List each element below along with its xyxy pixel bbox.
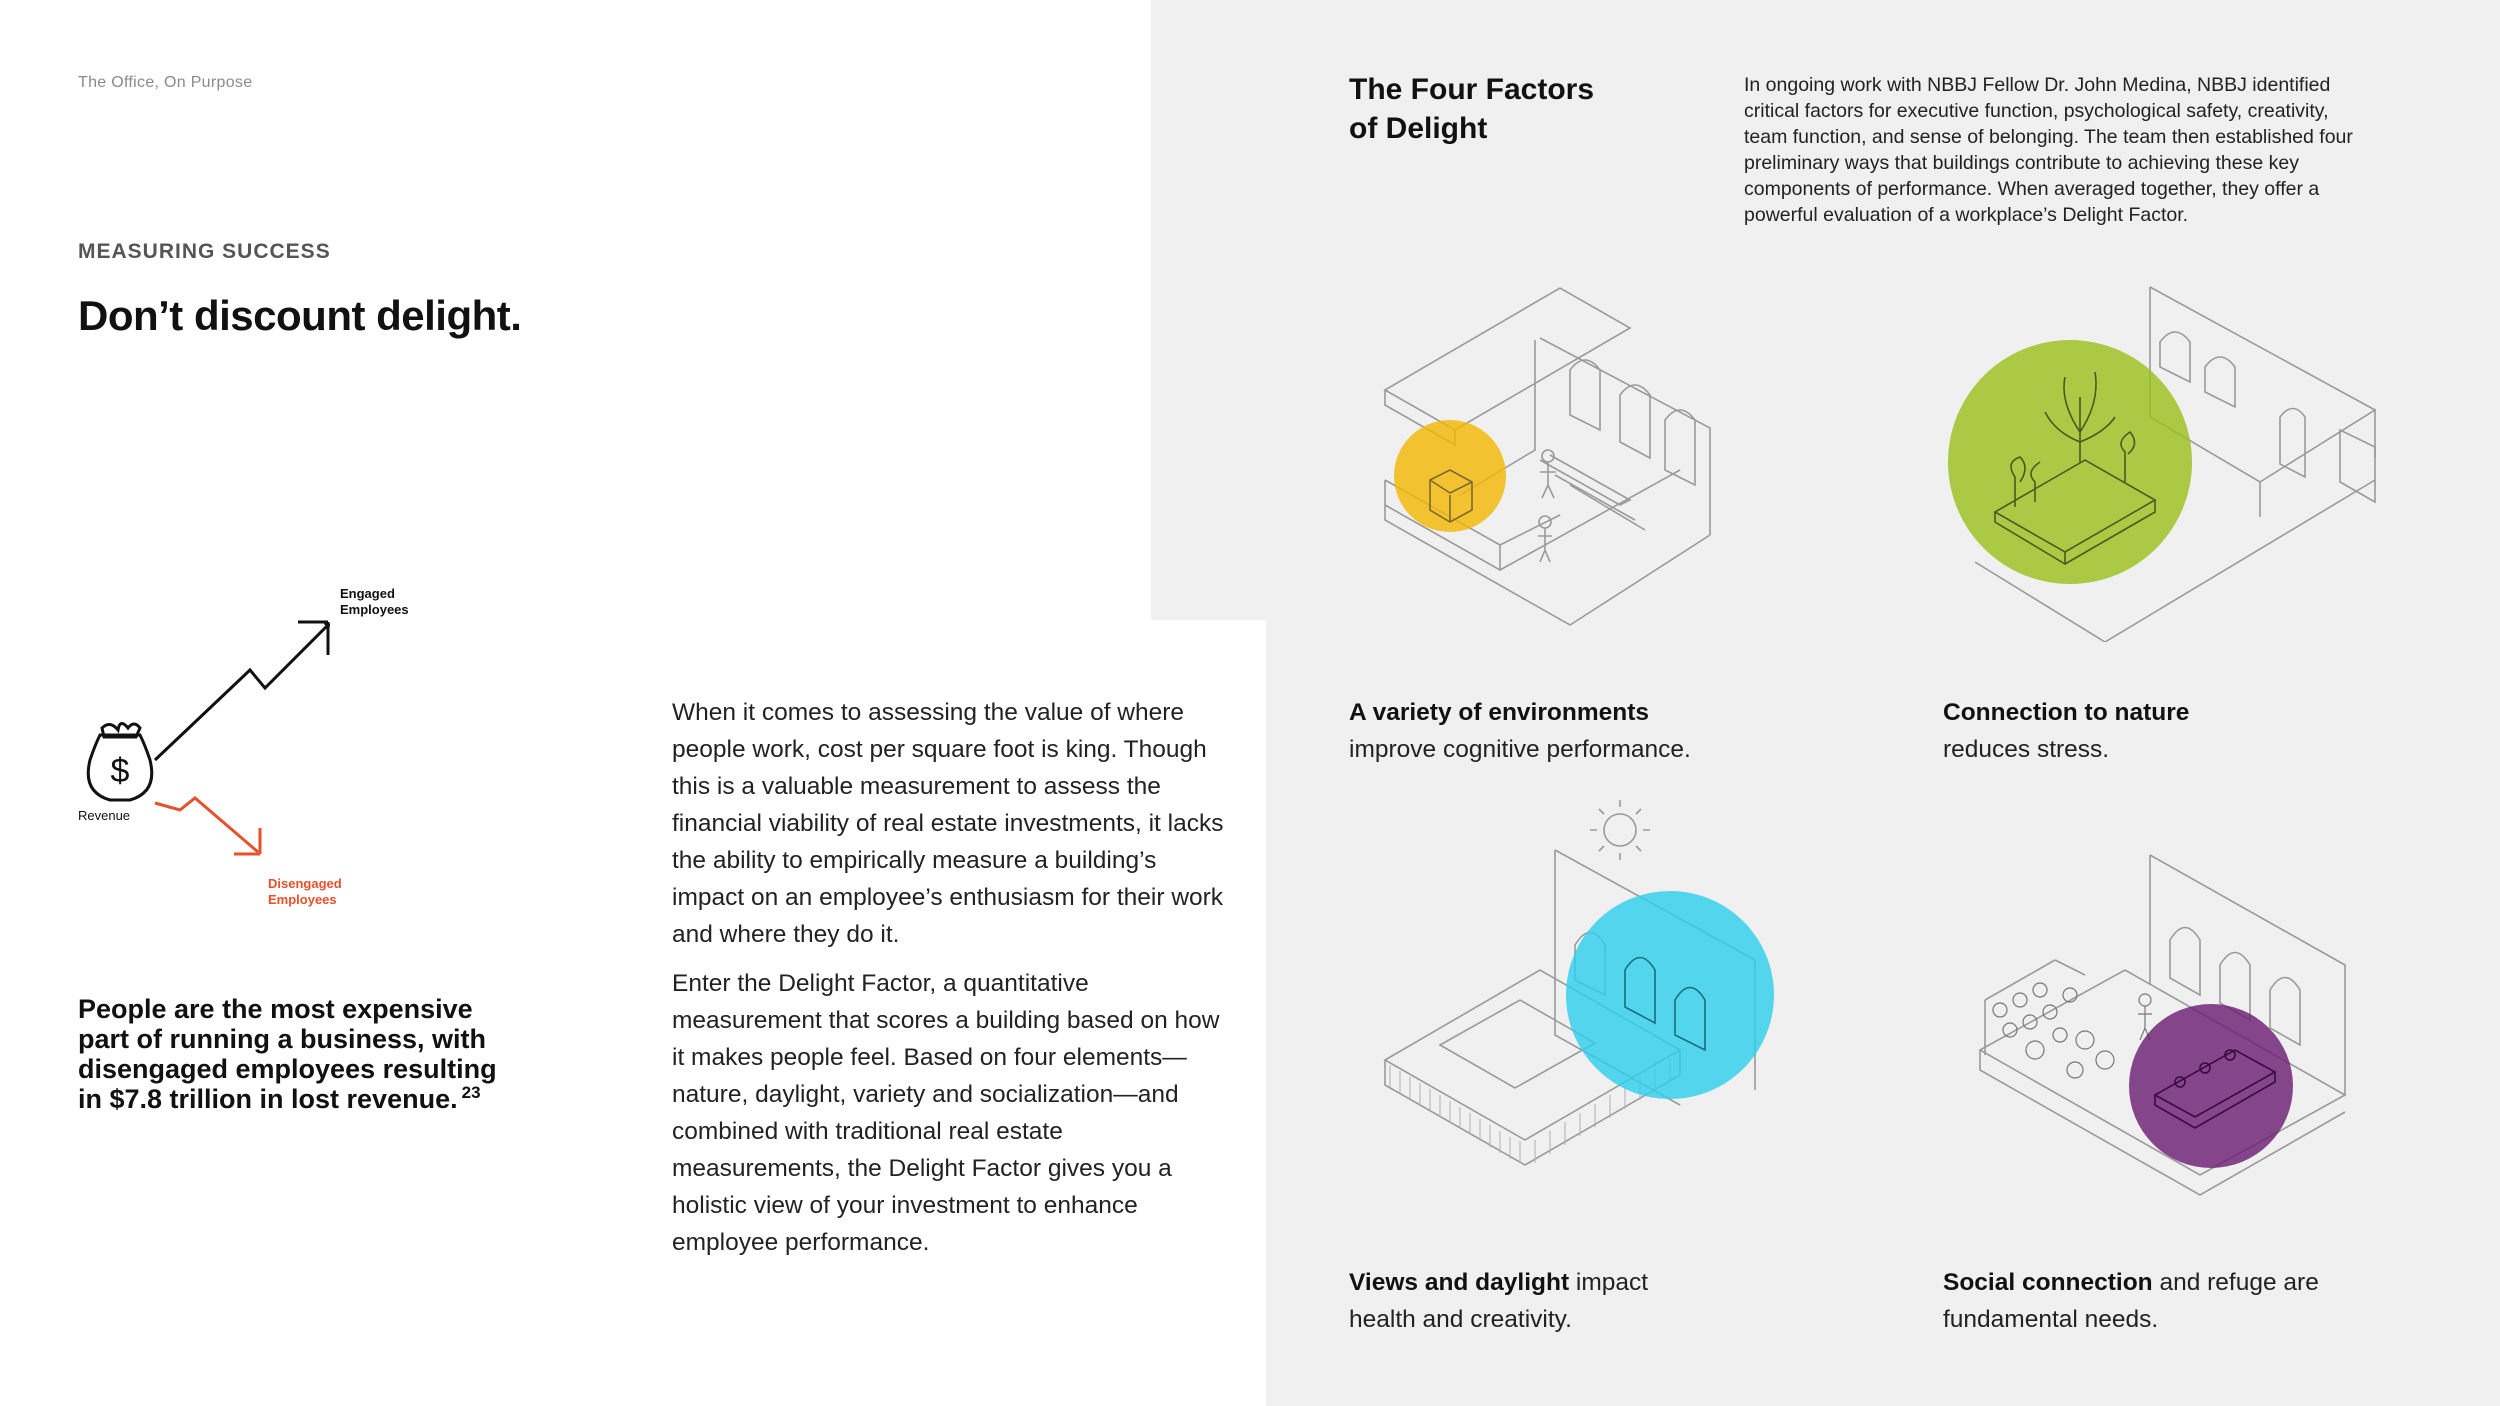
nature-illustration	[1935, 282, 2385, 642]
revenue-graph-svg	[60, 570, 440, 910]
engaged-trend-line	[155, 625, 330, 760]
sun-icon	[1604, 814, 1636, 846]
footnote-marker: 23	[461, 1083, 481, 1102]
revenue-stat: People are the most expensive part of running a business, with disengaged employees resulting in $7.8 trillion in lost revenue. $^{23}$	[78, 994, 497, 1114]
nature-accent-circle	[1948, 340, 2192, 584]
disengaged-label: Disengaged Employees	[268, 876, 342, 907]
factor-caption-daylight: Views and daylight impact health and creativity.	[1349, 1269, 1649, 1333]
running-title: The Office, On Purpose	[78, 74, 253, 91]
revenue-label: Revenue	[78, 808, 131, 823]
variety-environments-illustration	[1380, 280, 1760, 640]
factor-caption-variety: A variety of environments improve cognitive performance.	[1349, 699, 1691, 763]
money-bag-icon	[88, 723, 152, 800]
crowd-sketch	[1993, 983, 2152, 1078]
factor-caption-nature: Connection to nature reduces stress.	[1943, 699, 2190, 763]
social-illustration	[1975, 850, 2355, 1200]
body-paragraph-1: When it comes to assessing the value of where people work, cost per square foot is king. Though this is a valuable measurement to assess the financial viability of real estate investments, it lacks the ability to empirically measure a building’s impact on an employee’s enthusiasm for their work and where they do it.	[672, 699, 1224, 948]
section-title: The Four Factors of Delight	[1349, 73, 1595, 145]
daylight-accent-circle	[1566, 891, 1774, 1099]
revenue-graph	[60, 570, 440, 915]
factor-caption-social: Social connection and refuge are fundamental needs.	[1943, 1269, 2319, 1333]
body-paragraph-2: Enter the Delight Factor, a quantitative measurement that scores a building based on how it makes people feel. Based on four elements—nature, daylight, variety and socialization—and combined with traditional real estate measurements, the Delight Factor gives you a holistic view of your investment to enhance employee performance.	[672, 970, 1220, 1256]
disengaged-trend-line	[155, 798, 258, 852]
svg-text:$: $	[110, 752, 130, 790]
page-headline: Don’t discount delight.	[78, 292, 522, 339]
section-eyebrow: MEASURING SUCCESS	[78, 240, 331, 263]
daylight-illustration	[1380, 795, 1800, 1195]
intro-paragraph: In ongoing work with NBBJ Fellow Dr. John Medina, NBBJ identified critical factors for executive function, psychological safety, creativity, team function, and sense of belonging. The team then established four preliminary ways that buildings contribute to achieving these key components of performance. When averaged together, they offer a powerful evaluation of a workplace’s Delight Factor.	[1744, 74, 2353, 226]
engaged-label: Engaged Employees	[340, 586, 409, 617]
